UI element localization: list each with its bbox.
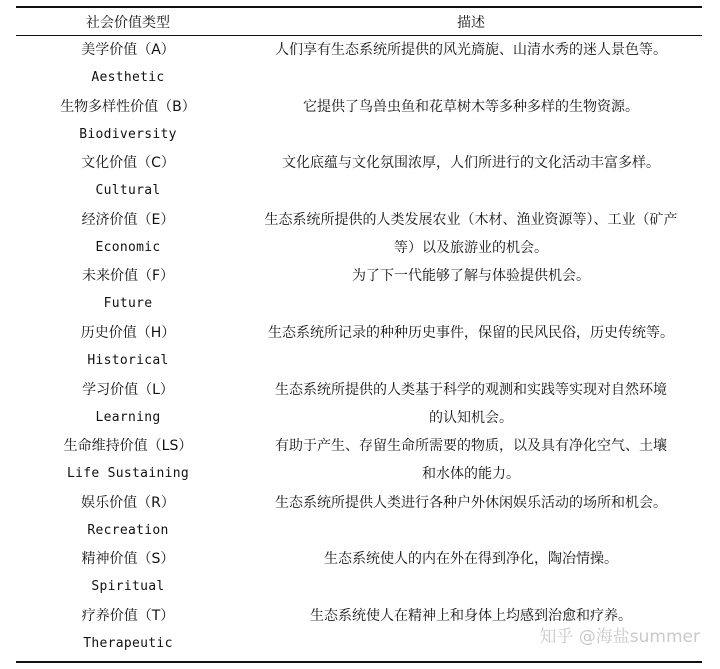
value-type-cell <box>16 206 240 263</box>
description-line: 和水体的能力。 <box>422 466 520 483</box>
table-row <box>16 376 702 433</box>
value-type-chinese: 疗养价值（T） <box>81 607 175 624</box>
table-row <box>16 36 702 93</box>
value-type-cell <box>16 319 240 376</box>
description-cell <box>240 545 702 602</box>
table-bottom-rule <box>16 661 702 663</box>
header-description: 描述 <box>457 14 485 31</box>
value-type-english: Life Sustaining <box>67 466 189 482</box>
table-row <box>16 93 702 150</box>
description-line: 生态系统所记录的种种历史事件，保留的民风民俗，历史传统等。 <box>268 324 674 341</box>
value-type-chinese: 生物多样性价值（B） <box>60 98 196 115</box>
table-row <box>16 432 702 489</box>
value-type-chinese: 美学价值（A） <box>81 42 175 58</box>
description-line: 生态系统所提供的人类基于科学的观测和实践等实现对自然环境 <box>275 381 667 398</box>
description-line: 生态系统使人的内在外在得到净化，陶冶情操。 <box>324 551 618 568</box>
value-type-cell <box>16 489 240 546</box>
description-cell <box>240 376 702 433</box>
description-cell <box>240 262 702 319</box>
table-row <box>16 206 702 263</box>
value-type-english: Biodiversity <box>79 126 177 142</box>
value-type-cell <box>16 36 240 93</box>
value-type-chinese: 精神价值（S） <box>81 551 175 568</box>
value-type-chinese: 学习价值（L） <box>82 381 174 398</box>
value-type-chinese: 历史价值（H） <box>80 324 176 341</box>
value-type-english: Historical <box>87 352 169 368</box>
value-type-english: Spiritual <box>91 579 165 595</box>
value-type-cell <box>16 432 240 489</box>
description-line: 生态系统所提供的人类发展农业（木材、渔业资源等）、工业（矿产 <box>264 211 678 228</box>
description-cell <box>240 432 702 489</box>
table-row <box>16 545 702 602</box>
value-type-english: Recreation <box>87 522 169 538</box>
header-type: 社会价值类型 <box>86 14 170 31</box>
value-type-chinese: 生命维持价值（LS） <box>63 438 193 455</box>
value-type-chinese: 经济价值（E） <box>81 211 175 228</box>
description-cell <box>240 149 702 206</box>
table-row <box>16 149 702 206</box>
table-header <box>16 8 702 35</box>
value-type-cell <box>16 149 240 206</box>
value-type-english: Therapeutic <box>83 635 173 651</box>
table-row <box>16 262 702 319</box>
description-line: 生态系统使人在精神上和身体上均感到治愈和疗养。 <box>310 607 632 624</box>
description-cell <box>240 489 702 546</box>
value-type-chinese: 未来价值（F） <box>81 268 175 285</box>
value-type-english: Learning <box>95 409 161 425</box>
description-cell <box>240 206 702 263</box>
value-type-english: Economic <box>95 239 161 255</box>
table-row <box>16 489 702 546</box>
value-type-cell <box>16 376 240 433</box>
value-type-cell <box>16 262 240 319</box>
table-row <box>16 319 702 376</box>
value-type-english: Future <box>103 296 153 312</box>
description-line: 等）以及旅游业的机会。 <box>394 239 548 256</box>
description-cell <box>240 319 702 376</box>
value-type-chinese: 文化价值（C） <box>81 155 175 172</box>
description-line: 有助于产生、存留生命所需要的物质，以及具有净化空气、土壤 <box>275 438 667 455</box>
value-type-cell <box>16 602 240 659</box>
value-type-english: Aesthetic <box>91 70 165 85</box>
table-body <box>16 36 702 659</box>
value-table <box>16 6 702 663</box>
value-type-chinese: 娱乐价值（R） <box>81 494 175 511</box>
value-type-english: Cultural <box>95 183 161 199</box>
description-line: 人们享有生态系统所提供的风光旖旎、山清水秀的迷人景色等。 <box>275 42 667 58</box>
description-line: 生态系统所提供人类进行各种户外休闲娱乐活动的场所和机会。 <box>275 494 667 511</box>
value-type-cell <box>16 545 240 602</box>
value-type-cell <box>16 93 240 150</box>
description-line: 的认知机会。 <box>429 409 513 426</box>
description-line: 文化底蕴与文化氛围浓厚，人们所进行的文化活动丰富多样。 <box>282 155 660 172</box>
watermark: 知乎 @海盐summer <box>539 627 700 647</box>
description-line: 为了下一代能够了解与体验提供机会。 <box>352 268 590 285</box>
description-line: 它提供了鸟兽虫鱼和花草树木等多种多样的生物资源。 <box>303 98 639 115</box>
description-cell <box>240 93 702 150</box>
description-cell <box>240 36 702 93</box>
